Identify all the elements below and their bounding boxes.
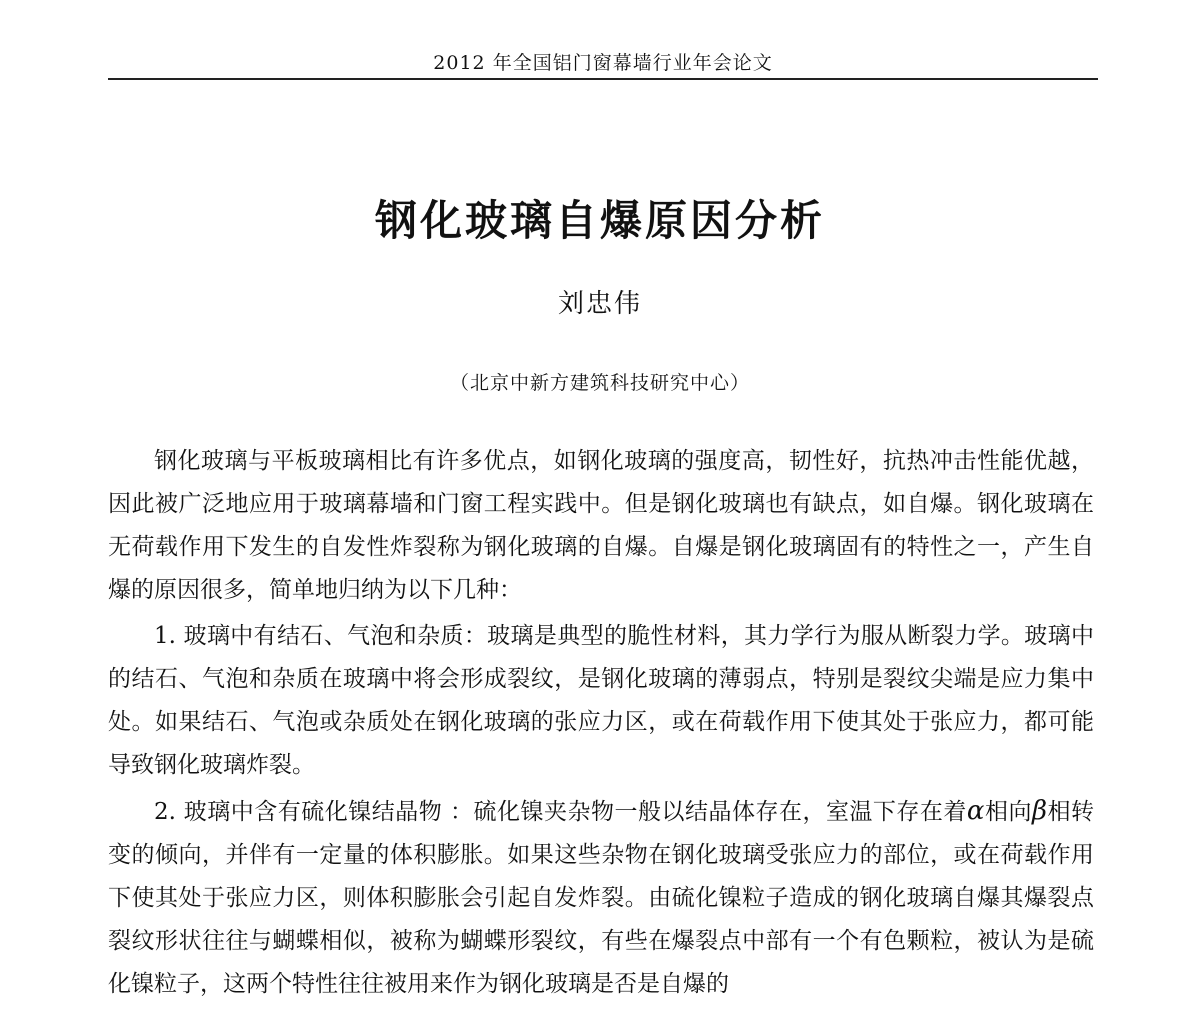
item-2-text-b: 相向 — [984, 799, 1032, 825]
item-1-paragraph: 1. 玻璃中有结石、气泡和杂质：玻璃是典型的脆性材料，其力学行为服从断裂力学。玻璃中的结石、气泡和杂质在玻璃中将会形成裂纹，是钢化玻璃的薄弱点，特别是裂纹尖端是应力集中处。如果结石、气泡或杂质处在钢化玻璃的张应力区，或在荷载作用下使其处于张应力，都可能导致钢化玻璃炸裂。 — [108, 623, 1094, 778]
item-2-paragraph — [108, 790, 1094, 1006]
item-2-text-c: 相转变的倾向，并伴有一定量的体积膨胀。如果这些杂物在钢化玻璃受张应力的部位，或在荷载作用下使其处于张应力区，则体积膨胀会引起自发炸裂。由硫化镍粒子造成的钢化玻璃自爆其爆裂点裂纹形状往往与蝴蝶相似，被称为蝴蝶形裂纹，有些在爆裂点中部有一个有色颗粒，被认为是硫化镍粒子，这两个特性往往被用来作为钢化玻璃是否是自爆的 — [108, 799, 1095, 997]
paper-title: 钢化玻璃自爆原因分析 — [374, 196, 825, 245]
paper-affiliation: （北京中新方建筑科技研究中心） — [449, 372, 750, 394]
intro-paragraph: 钢化玻璃与平板玻璃相比有许多优点，如钢化玻璃的强度高，韧性好，抗热冲击性能优越，因此被广泛地应用于玻璃幕墙和门窗工程实践中。但是钢化玻璃也有缺点，如自爆。钢化玻璃在无荷载作用下发生的自发性炸裂称为钢化玻璃的自爆。自爆是钢化玻璃固有的特性之一，产生自爆的原因很多，简单地归纳为以下几种： — [108, 448, 1094, 603]
header-rule — [108, 78, 1098, 80]
item-2-text-a: 2. 玻璃中含有硫化镍结晶物 ：硫化镍夹杂物一般以结晶体存在，室温下存在着 — [154, 799, 967, 825]
paper-author: 刘忠伟 — [557, 289, 642, 319]
body-text — [108, 440, 1094, 1009]
running-header: 2012 年全国铝门窗幕墙行业年会论文 — [433, 52, 773, 74]
alpha-symbol: α — [966, 796, 985, 826]
beta-symbol: β — [1031, 796, 1048, 826]
